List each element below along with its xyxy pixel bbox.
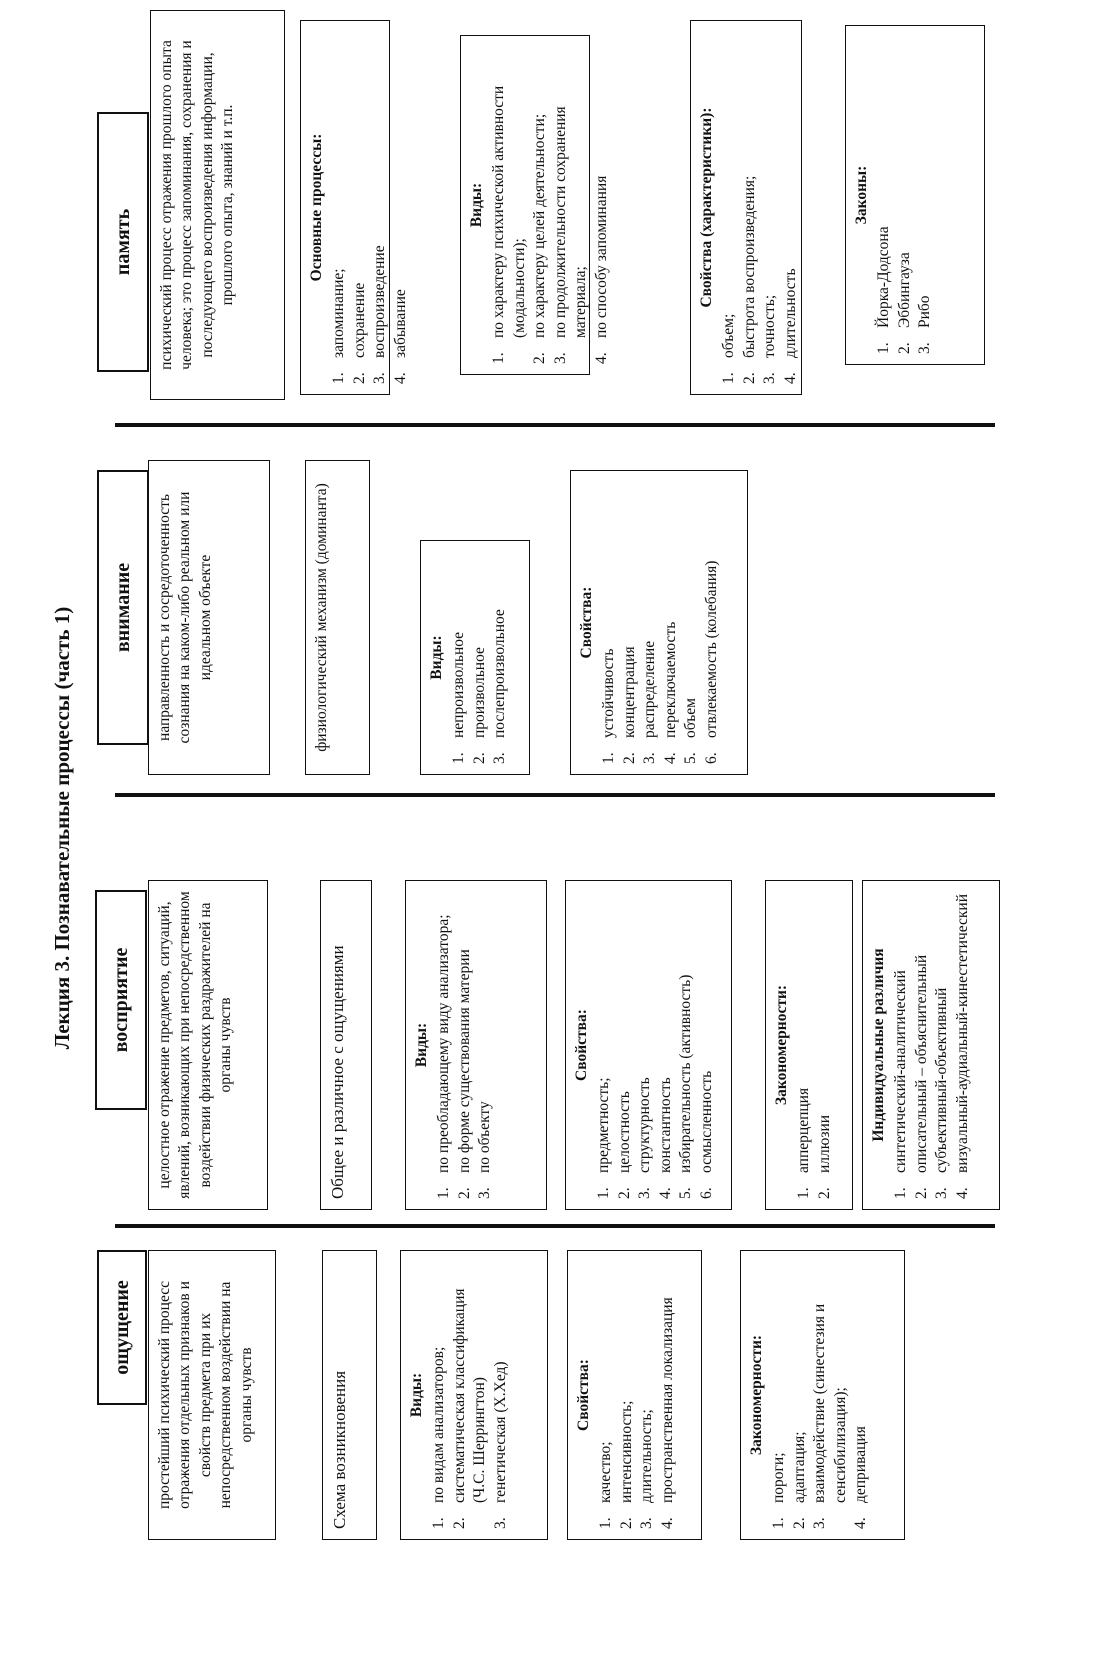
list-item [810,1261,851,1529]
sensation-types [400,1250,548,1540]
list-item [594,891,614,1199]
list-item [790,1261,810,1529]
item-number: 2. [455,1187,473,1199]
item-number: 1. [720,372,738,384]
item-text: субъективный-объективный [933,987,951,1173]
item-text: Эббингауза [895,252,913,328]
item-number: 4. [658,1517,676,1529]
block-title: Свойства (характеристики): [698,107,715,308]
item-text: депривация [852,1426,870,1503]
item-text: пороги; [770,1452,788,1503]
item-number: 1. [597,1517,615,1529]
list-item [912,891,932,1199]
item-text: быстрота воспроизведения; [740,175,758,358]
list-item [681,481,701,764]
block-title: Виды: [413,1022,430,1068]
item-number: 1. [430,1517,448,1529]
item-text: распределение [641,640,659,738]
block-title: Законы: [853,165,870,225]
sensation-properties [567,1250,702,1540]
list-item [491,1261,511,1529]
item-text: по способу запоминания [592,175,610,338]
item-number: 4. [781,372,799,384]
memory-processes [300,20,409,395]
list-item [620,481,640,764]
block-text: Общее и различное с ощущениями [328,945,347,1199]
item-text: по характеру психической активности (модальности); [490,85,528,338]
item-number: 2. [615,1187,633,1199]
item-number: 5. [677,1187,695,1199]
block-text: Схема возникновения [330,1370,349,1529]
list-item [489,46,530,364]
block-title: Свойства: [578,586,595,659]
item-number: 3. [916,342,934,354]
block-title: Основные процессы: [308,133,325,282]
list-item [635,891,655,1199]
item-text: осмысленность [697,1070,715,1173]
item-text: систематическая классификация (Ч.С. Шеррингтон) [450,1288,489,1503]
list-item [370,31,390,384]
list-item [350,31,370,384]
block-title: Свойства: [573,1009,590,1081]
header-memory: память [97,112,149,372]
item-number: 3. [491,752,509,764]
item-text: непроизвольное [450,631,468,738]
item-number: 3. [636,1187,654,1199]
item-number: 1. [600,752,618,764]
memory-laws [845,25,985,365]
item-text: синтетический-аналитический [892,970,910,1173]
list-item [656,891,676,1199]
item-number: 2. [470,752,488,764]
block-title: Закономерности: [773,984,790,1106]
attention-definition [148,460,270,775]
page-title: Лекция 3. Познавательные процессы (часть 1) [50,606,74,1050]
list-item [891,891,911,1199]
item-text: воспроизведение [371,245,389,358]
item-number: 4. [391,372,409,384]
item-text: объем [682,698,700,738]
list-item [637,1261,657,1529]
item-text: запоминание; [330,268,348,358]
item-text: по форме существования материи [455,949,473,1173]
list-item [702,481,722,764]
list-item [470,551,490,764]
perception-types [405,880,547,1210]
item-number: 2. [790,1517,808,1529]
item-number: 6. [697,1187,715,1199]
item-number: 4. [592,352,610,364]
item-text: объем; [720,313,738,358]
list-item [769,1261,789,1529]
item-number: 3. [638,1517,656,1529]
list-item [429,1261,449,1529]
column-divider [115,1224,995,1228]
item-text: генетическая (Х.Хед) [491,1361,509,1503]
perception-individual-differences [862,880,1000,1210]
list-item [450,1261,491,1529]
item-number: 1. [875,342,893,354]
header-attention: внимание [97,470,149,745]
item-number: 3. [476,1187,494,1199]
item-number: 5. [682,752,700,764]
sensation-scheme [322,1250,377,1540]
item-number: 1. [435,1187,453,1199]
item-text: произвольное [470,647,488,738]
item-number: 3. [491,1517,509,1529]
item-number: 4. [661,752,679,764]
item-text: описательный – объяснительный [912,954,930,1173]
list-item [475,891,495,1199]
block-title: Индивидуальные различия [870,948,887,1142]
item-number: 3. [641,752,659,764]
block-text: простейший психический процесс отражения отдельных признаков и свойств предмета при их непосредственном воздействии на органы чувств [156,1281,255,1509]
list-item [551,46,592,364]
list-item [932,891,952,1199]
list-item [794,891,814,1199]
list-item [530,46,550,364]
list-item [760,31,780,384]
item-text: концентрация [620,646,638,738]
item-number: 2. [740,372,758,384]
list-item [953,891,973,1199]
item-text: переключаемость [661,621,679,738]
item-number: 1. [450,752,468,764]
perception-comparison [320,880,372,1210]
item-text: взаимодействие (синестезия и сенсибилизация); [811,1303,849,1503]
item-number: 3. [371,372,389,384]
block-title: Закономерности: [748,1334,765,1456]
memory-properties [690,20,802,395]
item-text: адаптация; [790,1431,808,1503]
block-text: направленность и сосредоточенность сознания на каком-либо реальном или идеальном объекте [156,491,214,744]
item-text: забывание [391,289,409,358]
list-item [599,481,619,764]
item-text: по преобладающему виду анализатора; [435,914,453,1173]
list-item [391,31,411,384]
item-number: 3. [551,352,569,364]
item-number: 2. [450,1517,468,1529]
list-item [490,551,510,764]
item-text: Йорка-Додсона [875,226,893,328]
list-item [455,891,475,1199]
item-number: 3. [933,1187,951,1199]
header-sensation: ощущение [97,1250,147,1405]
item-text: отвлекаемость (колебания) [702,560,720,738]
list-item [874,36,894,354]
list-item [449,551,469,764]
item-number: 4. [656,1187,674,1199]
item-text: пространственная локализация [658,1297,676,1503]
list-item [895,36,915,354]
list-item [851,1261,871,1529]
item-text: Рибо [916,295,934,328]
header-perception: восприятие [95,890,147,1110]
item-text: визуальный-аудиальный-кинестетический [953,893,971,1173]
list-item [658,1261,678,1529]
item-number: 2. [617,1517,635,1529]
list-item [596,1261,616,1529]
item-number: 2. [912,1187,930,1199]
item-text: структурность [636,1077,654,1173]
item-text: апперцепция [795,1087,813,1173]
item-text: точность; [761,294,779,358]
sensation-definition [148,1250,276,1540]
item-number: 1. [770,1517,788,1529]
perception-properties [565,880,732,1210]
item-text: целостность [615,1091,633,1173]
list-item [592,46,612,364]
block-title: Виды: [428,635,445,680]
item-number: 1. [892,1187,910,1199]
block-text: психический процесс отражения прошлого опыта человека; это процесс запоминания, сохранения и последующего воспроизведения информации, прошлого опыта, знаний и т.п. [158,40,237,370]
item-text: послепроизвольное [491,609,509,738]
list-item [640,481,660,764]
item-text: качество; [597,1441,615,1503]
item-text: избирательность (активность) [677,974,695,1173]
item-number: 3. [761,372,779,384]
list-item [615,891,635,1199]
item-text: длительность [781,268,799,358]
item-text: по объекту [476,1101,494,1173]
item-number: 1. [795,1187,813,1199]
item-number: 4. [953,1187,971,1199]
list-item [719,31,739,384]
attention-properties [570,470,748,775]
item-text: по продолжительности сохранения материала; [551,106,590,338]
item-number: 1. [595,1187,613,1199]
item-number: 2. [350,372,368,384]
item-number: 3. [811,1517,829,1529]
list-item [781,31,801,384]
item-text: длительность; [638,1409,656,1503]
block-title: Свойства: [575,1359,592,1431]
item-text: сохранение [350,282,368,358]
list-item [661,481,681,764]
block-text: целостное отражение предметов, ситуаций, явлений, возникающих при непосредственном воздействии физических раздражителей на органы чувств [156,891,235,1199]
item-number: 2. [531,352,549,364]
item-text: предметность; [595,1077,613,1173]
block-text: физиологический механизм (доминанта) [313,483,330,752]
list-item [815,891,835,1199]
list-item [329,31,349,384]
list-item [617,1261,637,1529]
memory-definition [150,10,285,400]
perception-definition [148,880,268,1210]
item-text: константность [656,1077,674,1173]
list-item [676,891,696,1199]
sensation-laws [740,1250,905,1540]
item-text: иллюзии [815,1114,833,1173]
item-number: 2. [895,342,913,354]
list-item [697,891,717,1199]
block-title: Виды: [468,182,485,228]
list-item [434,891,454,1199]
block-title: Виды: [408,1372,425,1418]
item-number: 1. [330,372,348,384]
memory-types [460,35,610,375]
list-item [915,36,935,354]
attention-mechanism [305,460,370,775]
column-divider [115,793,995,797]
item-number: 1. [490,352,508,364]
item-text: устойчивость [600,648,618,738]
perception-laws [765,880,853,1210]
item-number: 4. [852,1517,870,1529]
list-item [740,31,760,384]
attention-types [420,540,530,775]
item-number: 2. [815,1187,833,1199]
item-number: 6. [702,752,720,764]
item-number: 2. [620,752,638,764]
column-divider [115,423,995,427]
item-text: по видам анализаторов; [430,1346,448,1503]
item-text: интенсивность; [617,1400,635,1503]
item-text: по характеру целей деятельности; [531,113,549,338]
